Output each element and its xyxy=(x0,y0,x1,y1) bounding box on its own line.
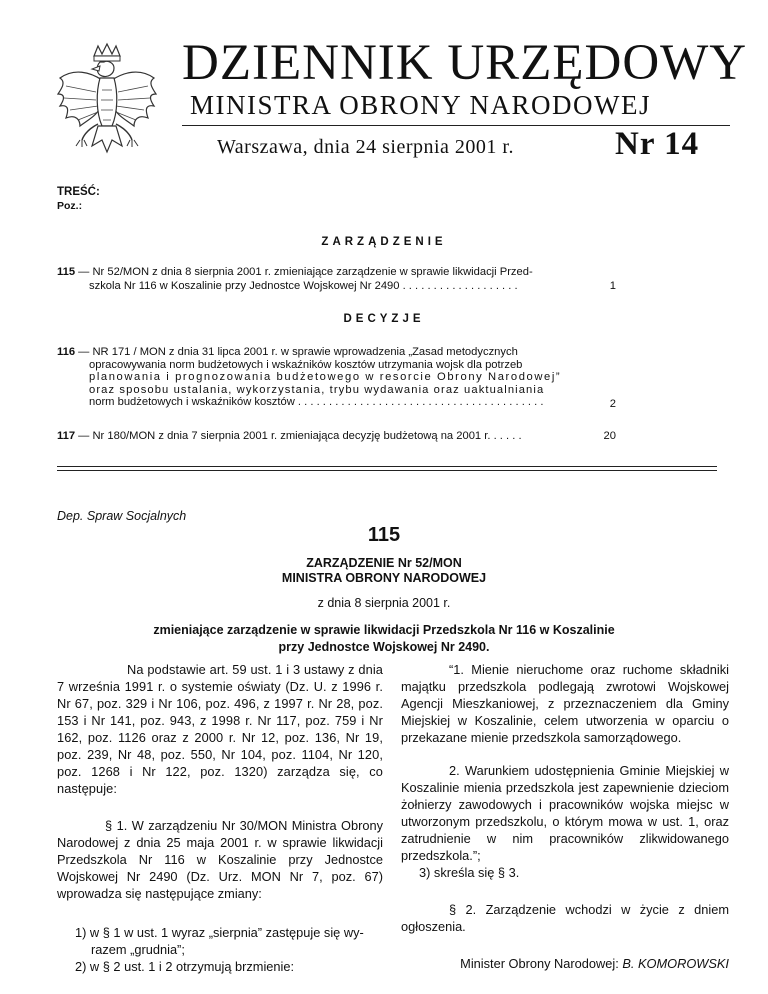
quote-paragraph-1: “1. Mienie nieruchome oraz ruchome składniki majątku przedszkola podlegają zwrotowi Wojskowej Agencji Mieszkaniowej, z przeznaczeniem dla Gminy Miejskiej w Koszalinie, celem utworzenia w oparciu o przekazane mienie przedszkola samorządowego. xyxy=(401,662,729,745)
toc-page-116: 2 xyxy=(609,398,616,410)
amendment-item-2: 2) w § 2 ust. 1 i 2 otrzymują brzmienie: xyxy=(75,959,295,974)
preamble-paragraph: Na podstawie art. 59 ust. 1 i 3 ustawy z dnia 7 września 1991 r. o systemie oświaty (Dz. U. z 1996 r. Nr 67, poz. 329 i Nr 106, poz. 496, z 1997 r. Nr 28, poz. 153 i Nr 141, poz. 943, z 1998 r. Nr 117, poz. 759 i Nr 162, poz. 1126 oraz z 2000 r. Nr 12, poz. 136, Nr 19, poz. 239, Nr 48, poz. 550, Nr 104, poz. 1104, Nr 120, poz. 1268 i Nr 122, poz. 1320) zarządza się, co następuje: xyxy=(57,662,383,796)
section-heading-zarzadzenie: ZARZĄDZENIE xyxy=(321,236,447,248)
act-title-line-2: MINISTRA OBRONY NARODOWEJ xyxy=(281,571,487,585)
contents-rule-top xyxy=(57,466,717,467)
toc-page-115: 1 xyxy=(609,280,616,292)
toc-page-117: 20 xyxy=(603,430,616,442)
toc-number: 116 xyxy=(57,346,76,358)
department-label: Dep. Spraw Socjalnych xyxy=(57,509,187,523)
contents-rule-bottom xyxy=(57,470,717,471)
issue-dateline: Warszawa, dnia 24 sierpnia 2001 r. xyxy=(217,136,514,158)
publication-subtitle: MINISTRA OBRONY NARODOWEJ xyxy=(190,90,652,120)
signature xyxy=(401,955,729,972)
amendment-item-1-line-1: 1) w § 1 w ust. 1 wyraz „sierpnia” zastępuje się wy- xyxy=(75,925,364,940)
toc-line: planowania i prognozowania budżetowego w resorcie Obrony Narodowej” xyxy=(89,371,562,384)
amendment-item-3: 3) skreśla się § 3. xyxy=(419,865,520,880)
right-column xyxy=(401,661,729,972)
section-heading-decyzje: DECYZJE xyxy=(343,313,425,325)
quote-paragraph-2: 2. Warunkiem udostępnienia Gminie Miejskiej w Koszalinie mienia przedszkola jest zapewnienie dzieciom żołnierzy zawodowych i pracowników wojska miejsc w utworzonym przedszkolu, o którym mowa w ust. 1, oraz zatrudnienie w nim pracowników zlikwidowanego przedszkola.”; xyxy=(401,763,729,863)
toc-line: — Nr 52/MON z dnia 8 sierpnia 2001 r. zmieniające zarządzenie w sprawie likwidacji Przed- xyxy=(78,266,533,278)
contents-label: TREŚĆ: xyxy=(57,186,100,198)
toc-line: opracowywania norm budżetowych i wskaźników kosztów utrzymania wojsk dla potrzeb xyxy=(89,358,523,371)
issue-number: Nr 14 xyxy=(615,126,700,162)
paragraph-2: § 2. Zarządzenie wchodzi w życie z dniem ogłoszenia. xyxy=(401,902,729,934)
act-number: 115 xyxy=(367,524,401,546)
act-subject-line-1: zmieniające zarządzenie w sprawie likwidacji Przedszkola Nr 116 w Koszalinie xyxy=(153,623,615,637)
toc-line: — Nr 180/MON z dnia 7 sierpnia 2001 r. zmieniająca decyzję budżetową na 2001 r. . . . . . xyxy=(78,430,522,442)
toc-number: 117 xyxy=(57,430,76,442)
signature-label: Minister Obrony Narodowej: xyxy=(460,956,619,971)
left-column xyxy=(57,661,383,975)
eagle-emblem xyxy=(52,42,162,167)
paragraph-1: § 1. W zarządzeniu Nr 30/MON Ministra Obrony Narodowej z dnia 25 maja 2001 r. w sprawie likwidacji Przedszkola Nr 116 w Koszalinie przy Jednostce Wojskowej Nr 2490 (Dz. Urz. MON Nr 7, poz. 67) wprowadza się następujące zmiany: xyxy=(57,818,383,901)
act-subject-line-2: przy Jednostce Wojskowej Nr 2490. xyxy=(278,640,490,654)
toc-line: szkola Nr 116 w Koszalinie przy Jednostce Wojskowej Nr 2490 . . . . . . . . . . . . . . . . . . . xyxy=(89,279,518,292)
toc-entry-115[interactable] xyxy=(57,266,577,293)
poz-label: Poz.: xyxy=(57,200,83,212)
eagle-icon xyxy=(52,42,162,167)
toc-entry-116[interactable] xyxy=(57,346,587,409)
toc-number: 115 xyxy=(57,266,76,278)
act-date: z dnia 8 sierpnia 2001 r. xyxy=(317,596,451,610)
act-title-line-1: ZARZĄDZENIE Nr 52/MON xyxy=(306,556,462,570)
toc-line: oraz sposobu ustalania, wykorzystania, trybu wydawania oraz uaktualniania xyxy=(89,383,545,396)
publication-title: DZIENNIK URZĘDOWY xyxy=(182,35,748,91)
toc-entry-117[interactable] xyxy=(57,430,577,444)
toc-line: — NR 171 / MON z dnia 31 lipca 2001 r. w sprawie wprowadzenia „Zasad metodycznych xyxy=(78,346,518,358)
amendment-item-1-line-2: razem „grudnia”; xyxy=(91,942,185,957)
signature-name: B. KOMOROWSKI xyxy=(622,956,729,971)
toc-line: norm budżetowych i wskaźników kosztów . . . . . . . . . . . . . . . . . . . . . . . . . . . . . . . . . . . . . . . . xyxy=(89,396,544,409)
